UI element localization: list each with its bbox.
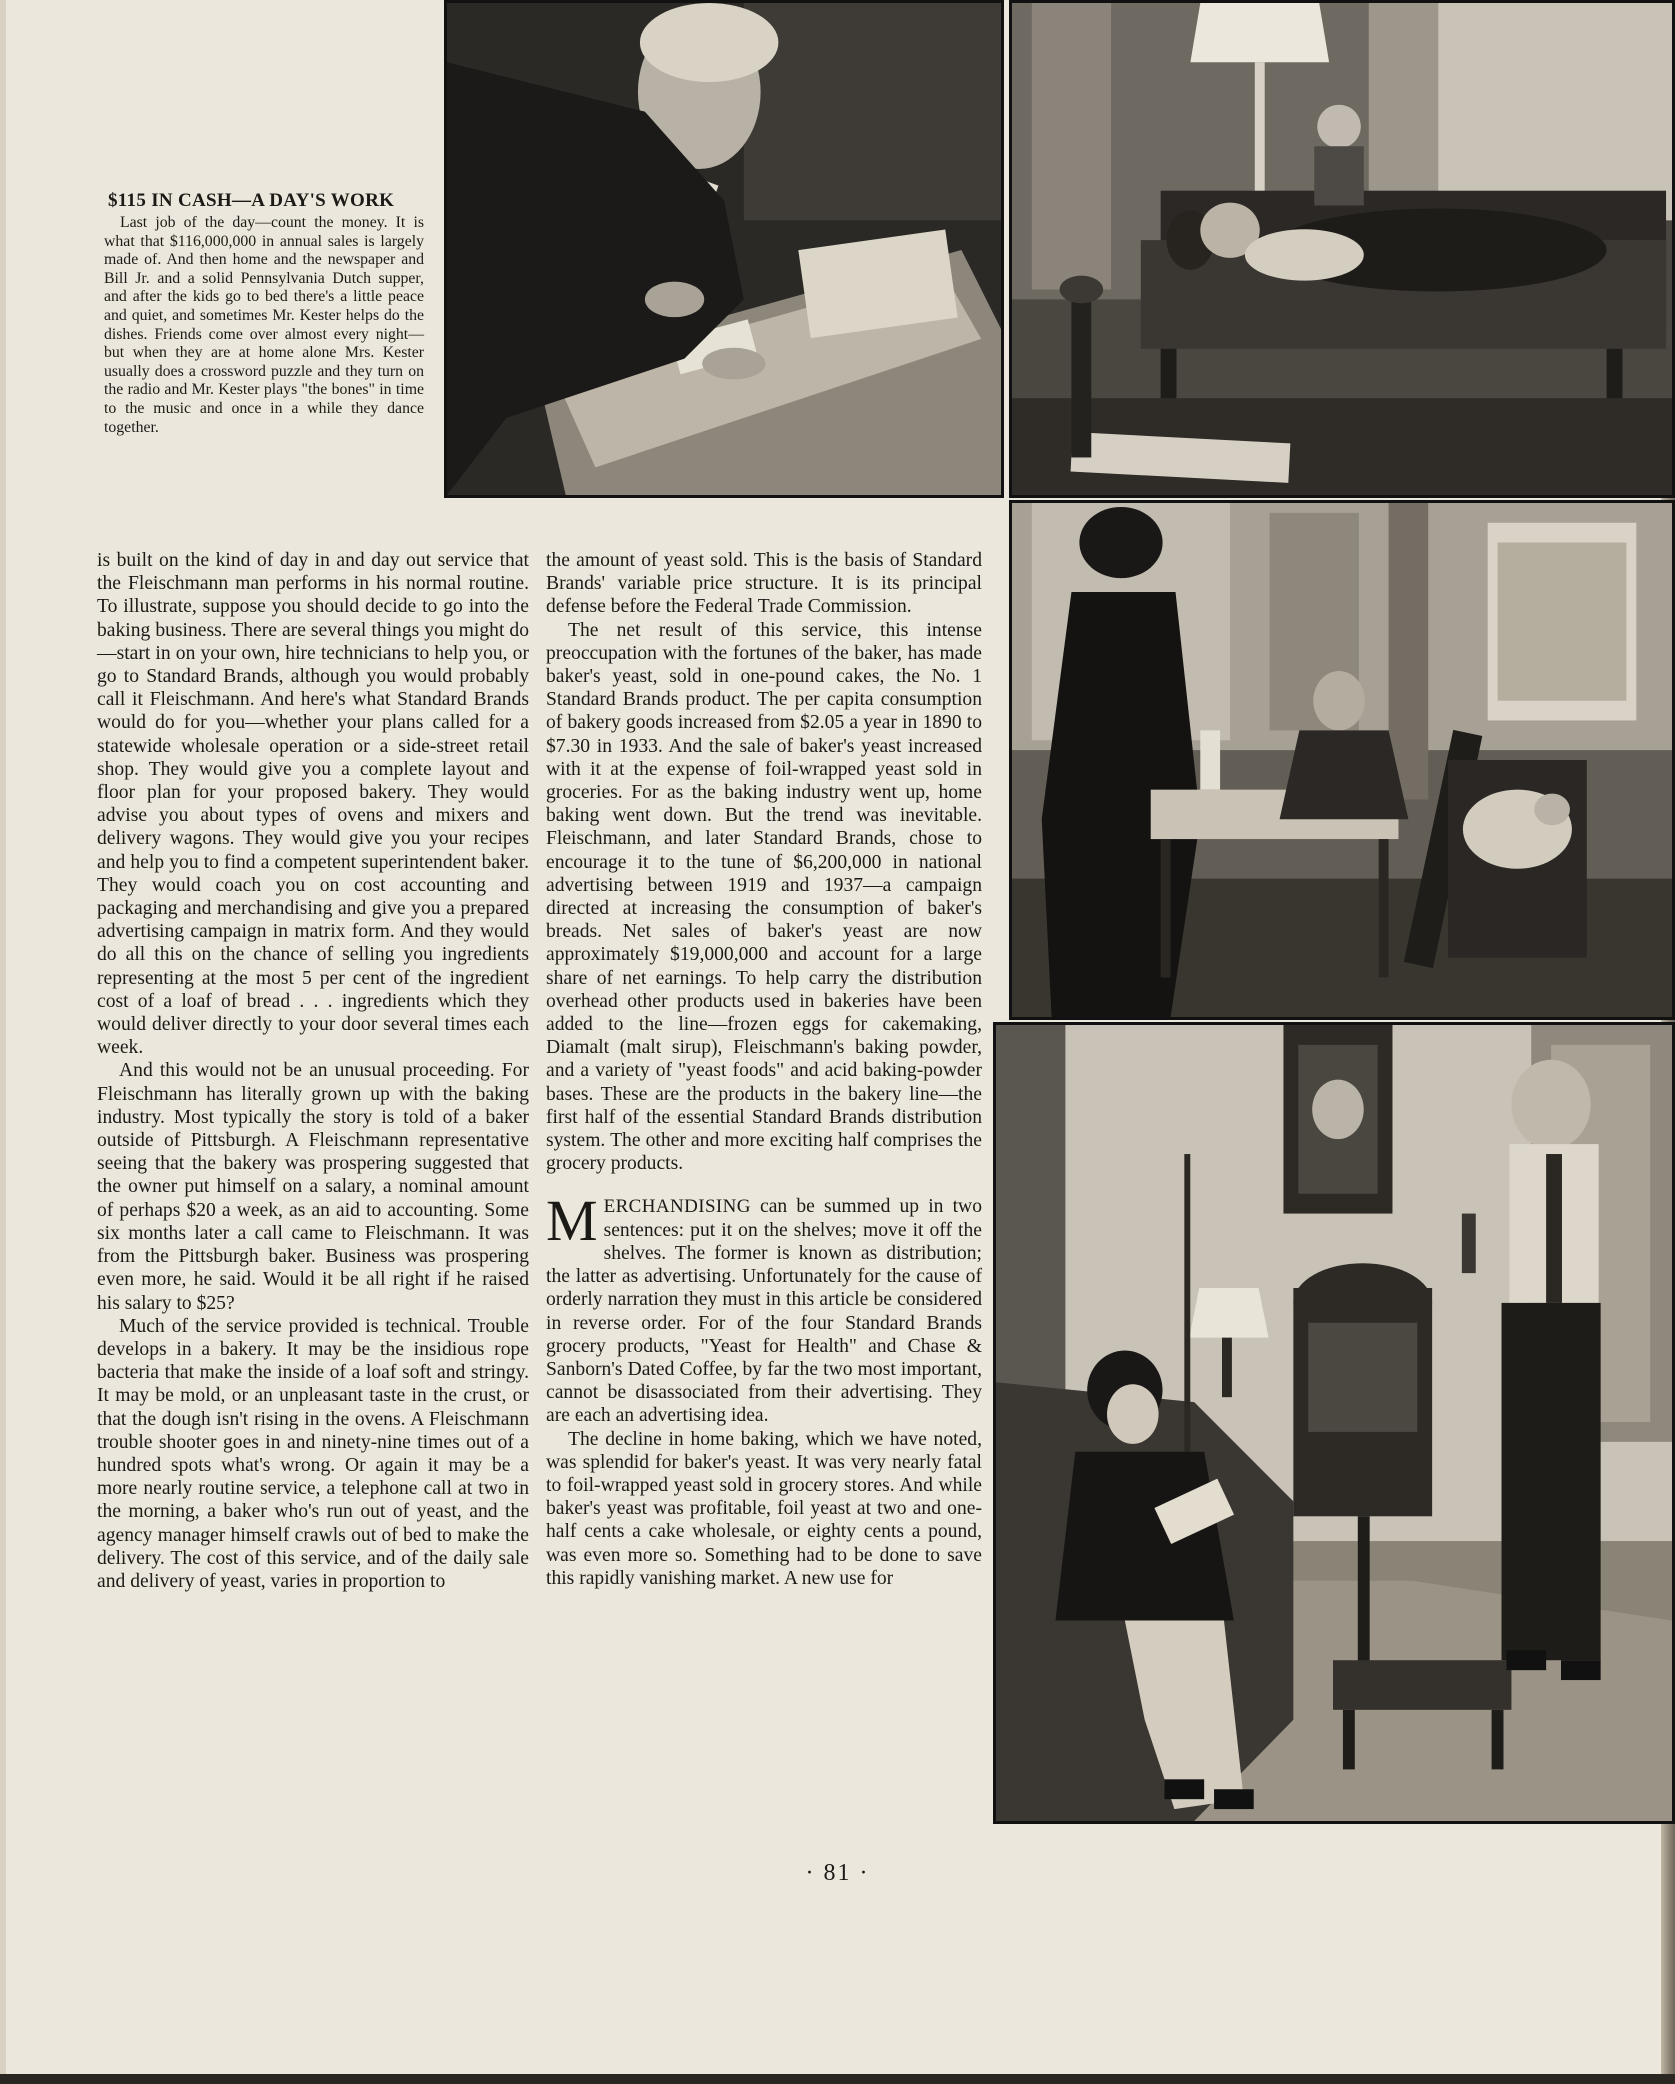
page-edge-left [0, 0, 6, 2084]
photo-father-son-couch [1009, 0, 1675, 498]
article-column-2 [546, 549, 982, 1590]
article-paragraph: The decline in home baking, which we have noted, was splendid for baker's yeast. It was very nearly fatal to foil-wrapped yeast sold in grocery stores. And while baker's yeast was profitable, foil yeast at two and one-half cents a cake wholesale, or eighty cents a pound, was even more so. Something had to be done to save this rapidly vanishing market. A new use for [546, 1428, 982, 1589]
section-opening-paragraph [546, 1188, 982, 1427]
section-opening-text: can be summed up in two sentences: put it on the shelves; move it off the shelves. The former is known as distribution; the latter as advertising. Unfortunately for the cause of orderly narration they must in this article be considered in reverse order. For of the four Standard Brands grocery products, "Yeast for Health" and Chase & Sanborn's Dated Coffee, by far the two most important, cannot be disassociated from their advertising. They are each an advertising idea. [546, 1196, 982, 1427]
caption-title: $115 IN CASH—A DAY'S WORK [108, 190, 395, 211]
article-paragraph: The net result of this service, this intense preoccupation with the fortunes of the baker, has made baker's yeast, sold in one-pound cakes, the No. 1 Standard Brands product. The per capita consumption of bakery goods increased from $2.05 a year in 1890 to $7.30 in 1933. And the sale of baker's yeast increased with it at the expense of foil-wrapped yeast sold in groceries. For as the baking industry went up, home baking went down. But the trend was inevitable. Fleischmann, and later Standard Brands, chose to encourage it to the tune of $6,200,000 in national advertising between 1919 and 1937—a campaign directed at increasing the consumption of baker's breads. Net sales of baker's yeast are now approximately $19,000,000 and account for a large share of net earnings. To help carry the distribution overhead other products used in bakeries have been added to the line—frozen eggs for cakemaking, Diamalt (malt sirup), Fleischmann's baking powder, and a variety of "yeast foods" and acid baking-powder bases. These are the products in the bakery line—the first half of the essential Standard Brands distribution system. The other and more exciting half comprises the grocery products. [546, 619, 982, 1175]
page-edge-bottom [0, 2074, 1675, 2084]
page-number: · 81 · [805, 1860, 870, 1886]
article-column-1 [97, 549, 529, 1593]
article-paragraph: the amount of yeast sold. This is the basis of Standard Brands' variable price structure. It is its principal defense before the Federal Trade Commission. [546, 550, 982, 618]
photo-caption [104, 190, 424, 437]
photo-living-room [993, 1022, 1675, 1824]
caption-text: Last job of the day—count the money. It is what that $116,000,000 in annual sales is largely made of. And then home and the newspaper and Bill Jr. and a solid Pennsylvania Dutch supper, and after the kids go to bed there's a little peace and quiet, and sometimes Mr. Kester helps do the dishes. Friends come over almost every night—but when they are at home alone Mrs. Kester usually does a crossword puzzle and they turn on the radio and Mr. Kester plays "the bones" in time to the music and once in a while they dance together. [104, 214, 424, 436]
article-paragraph: is built on the kind of day in and day out service that the Fleischmann man performs in his normal routine. To illustrate, suppose you should decide to go into the baking business. There are several things you might do—start in on your own, hire technicians to help you, or go to Standard Brands, although you would probably call it Fleischmann. And here's what Standard Brands would do for you—whether your plans called for a statewide wholesale operation or a side-street retail shop. They would give you a complete layout and floor plan for your proposed bakery. They would advise you about types of ovens and mixers and delivery wagons. They would give you your recipes and help you to find a competent superintendent baker. They would coach you on cost accounting and packaging and merchandising and give you a prepared advertising campaign in matrix form. And they would do all this on the chance of selling you ingredients representing at the most 5 per cent of the ingredient cost of a loaf of bread . . . ingredients which they would deliver directly to your door several times each week. [97, 550, 529, 1059]
photo-counting-money [444, 0, 1004, 498]
section-head-word: ERCHANDISING [603, 1196, 751, 1218]
article-paragraph: And this would not be an unusual proceeding. For Fleischmann has literally grown up with the baking industry. Most typically the story is told of a baker outside of Pittsburgh. A Fleischmann representative seeing that the bakery was prospering suggested that the owner put himself on a salary, a nominal amount of perhaps $20 a week, as an aid to accounting. Some six months later a call came to Fleischmann. It was from the Pittsburgh baker. Business was prospering even more, he said. Would it be all right if he raised his salary to $25? [97, 1060, 529, 1314]
article-paragraph: Much of the service provided is technical. Trouble develops in a bakery. It may be the insidious rope bacteria that make the inside of a loaf soft and stringy. It may be mold, or an unpleasant taste in the crust, or that the dough isn't rising in the ovens. A Fleischmann trouble shooter goes in and ninety-nine times out of a hundred spots what's wrong. Or again it may be a more nearly routine service, a telephone call at two in the morning, a baker who's run out of yeast, and the agency manager himself crawls out of bed to make the delivery. The cost of this service, and of the daily sale and delivery of yeast, varies in proportion to [97, 1315, 529, 1592]
photo-family-dinner [1009, 500, 1675, 1020]
drop-cap: M [546, 1188, 598, 1254]
